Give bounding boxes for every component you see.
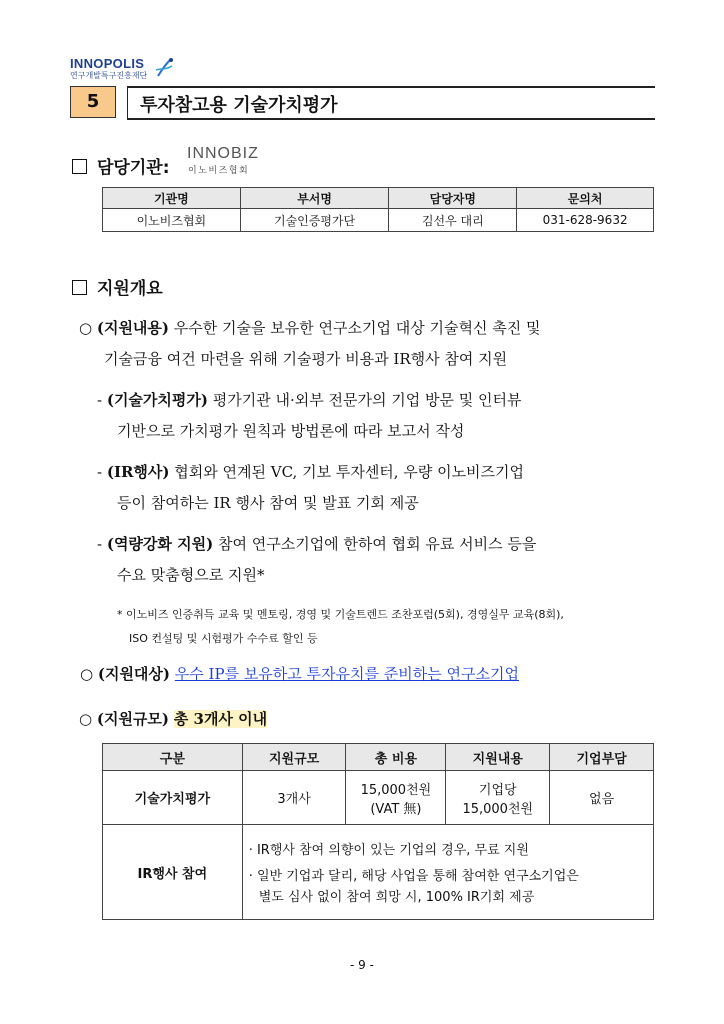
category-cell: 기술가치평가	[103, 771, 243, 825]
innobiz-logo-subtext: 이노비즈협회	[188, 166, 250, 176]
target-line: ○ (지원대상) 우수 IP를 보유하고 투자유치를 준비하는 연구소기업	[80, 665, 519, 683]
section-title-bar	[127, 86, 655, 120]
innobiz-logo-text: INNOBIZ	[187, 145, 259, 162]
item3-text-2: 수요 맞춤형으로 지원*	[117, 566, 265, 584]
ir-description-cell	[242, 825, 653, 920]
scale-line: ○ (지원규모) 총 3개사 이내	[79, 710, 268, 728]
item3-line1: - (역량강화 지원) 참여 연구소기업에 한하여 협회 유료 서비스 등을	[97, 535, 537, 553]
item1-line1: - (기술가치평가) 평가기관 내·외부 전문가의 기업 방문 및 인터뷰	[97, 391, 522, 409]
ir-bullet2-line1: · 일반 기업과 달리, 해당 사업을 통해 참여한 연구소기업은	[248, 869, 579, 884]
overview-heading-label: 지원개요	[97, 279, 163, 299]
item3-label: (역량강화 지원)	[106, 535, 214, 553]
table-row	[103, 771, 654, 825]
header-cell: 담당자명	[389, 188, 517, 209]
header-cell: 구분	[103, 744, 243, 771]
content-text-2: 기술금융 여건 마련을 위해 기술평가 비용과 IR행사 참여 지원	[104, 350, 508, 368]
target-label: (지원대상)	[97, 665, 171, 683]
item2-text-1: 협회와 연계된 VC, 기보 투자센터, 우량 이노비즈기업	[174, 463, 525, 481]
section-title: 투자참고용 기술가치평가	[140, 95, 338, 116]
content-text-1: 우수한 기술을 보유한 연구소기업 대상 기술혁신 촉진 및	[173, 319, 541, 337]
contact-table	[102, 187, 654, 232]
table-row	[103, 825, 654, 920]
table-row	[103, 209, 654, 232]
item1-label: (기술가치평가)	[106, 391, 208, 409]
table-header-row	[103, 188, 654, 209]
page-number: - 9 -	[350, 958, 374, 972]
checkbox-square-icon	[72, 159, 87, 174]
table-cell: 이노비즈협회	[103, 209, 241, 232]
footnote	[117, 603, 564, 651]
content-line1: 기업당	[478, 782, 517, 798]
content-cell	[446, 771, 550, 825]
innopolis-logo	[70, 56, 180, 82]
ir-bullet1: · IR행사 참여 의향이 있는 기업의 경우, 무료 지원	[248, 843, 529, 858]
innobiz-logo	[187, 145, 271, 175]
item2-text-2: 등이 참여하는 IR 행사 참여 및 발표 기회 제공	[117, 494, 419, 512]
checkbox-square-icon	[72, 280, 87, 295]
header-cell: 기관명	[103, 188, 241, 209]
header-cell: 기업부담	[550, 744, 654, 771]
footnote-line2: ISO 컨설팅 및 시험평가 수수료 할인 등	[129, 632, 318, 645]
target-link[interactable]: 우수 IP를 보유하고 투자유치를 준비하는 연구소기업	[174, 665, 519, 683]
scale-cell: 3개사	[242, 771, 346, 825]
table-header-row	[103, 744, 654, 771]
support-table	[102, 743, 654, 920]
logo-subtitle: 연구개발특구진흥재단	[70, 71, 148, 80]
scale-text: 총 3개사 이내	[173, 710, 268, 728]
logo-mark-icon	[154, 56, 176, 80]
ir-bullet2-line2: 별도 심사 없이 참여 희망 시, 100% IR기회 제공	[258, 890, 535, 905]
cost-cell	[346, 771, 446, 825]
overview-heading	[72, 274, 163, 299]
header-cell: 총 비용	[346, 744, 446, 771]
logo-name: INNOPOLIS	[70, 56, 145, 71]
header-cell: 지원규모	[242, 744, 346, 771]
header-cell: 지원내용	[446, 744, 550, 771]
section-number: 5	[70, 86, 116, 118]
item3-text-1: 참여 연구소기업에 한하여 협회 유료 서비스 등을	[217, 535, 537, 553]
header-cell: 문의처	[517, 188, 654, 209]
header-cell: 부서명	[240, 188, 389, 209]
content-paragraph-line1: ○ (지원내용) 우수한 기술을 보유한 연구소기업 대상 기술혁신 촉진 및	[79, 319, 541, 337]
content-label: (지원내용)	[96, 319, 170, 337]
item1-text-1: 평가기관 내·외부 전문가의 기업 방문 및 인터뷰	[212, 391, 522, 409]
burden-cell: 없음	[550, 771, 654, 825]
table-cell: 기술인증평가단	[240, 209, 389, 232]
agency-heading	[72, 153, 170, 178]
content-line2: 15,000천원	[462, 801, 534, 817]
table-cell: 031-628-9632	[517, 209, 654, 232]
cost-line1: 15,000천원	[360, 782, 432, 798]
scale-label: (지원규모)	[96, 710, 170, 728]
item1-text-2: 기반으로 가치평가 원칙과 방법론에 따라 보고서 작성	[117, 422, 465, 440]
footnote-line1: * 이노비즈 인증취득 교육 및 멘토링, 경영 및 기술트렌드 조찬포럼(5회), 경영실무 교육(8회),	[117, 608, 564, 621]
table-cell: 김선우 대리	[389, 209, 517, 232]
cost-line2: (VAT 無)	[370, 801, 422, 817]
item2-label: (IR행사)	[106, 463, 170, 481]
category-cell: IR행사 참여	[103, 825, 243, 920]
agency-heading-label: 담당기관:	[97, 158, 170, 178]
item2-line1: - (IR행사) 협회와 연계된 VC, 기보 투자센터, 우량 이노비즈기업	[97, 463, 525, 481]
